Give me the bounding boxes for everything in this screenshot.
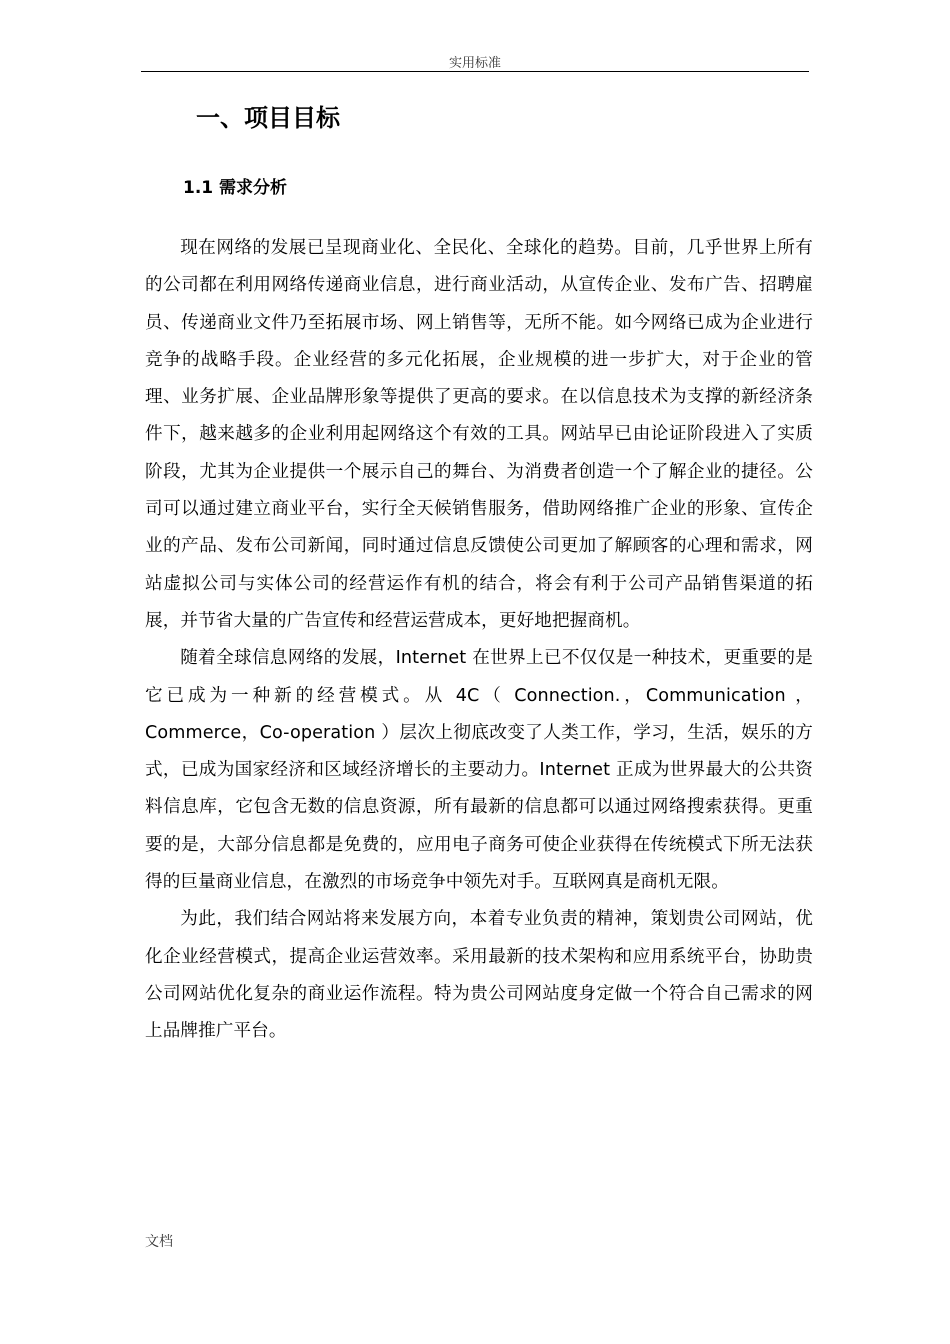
paragraph-2: 随着全球信息网络的发展，Internet 在世界上已不仅仅是一种技术，更重要的是它已成为一种新的经营模式。从 4C（ Connection.，Communication ，Commerce，Co-operation ）层次上彻底改变了人类工作，学习，生活，娱乐的方式，已成为国家经济和区域经济增长的主要动力。Internet 正成为世界最大的公共资料信息库，它包含无数的信息资源，所有最新的信息都可以通过网络搜索获得。更重要的是，大部分信息都是免费的，应用电子商务可使企业获得在传统模式下所无法获得的巨量商业信息，在激烈的市场竞争中领先对手。互联网真是商机无限。 <box>145 648 813 893</box>
paragraph-3: 为此，我们结合网站将来发展方向，本着专业负责的精神，策划贵公司网站，优化企业经营模式，提高企业运营效率。采用最新的技术架构和应用系统平台，协助贵公司网站优化复杂的商业运作流程。特为贵公司网站度身定做一个符合自己需求的网上品牌推广平台。 <box>145 909 813 1042</box>
page-header: 实用标准 <box>448 56 501 71</box>
page-footer: 文档 <box>145 1234 173 1250</box>
header-divider <box>141 71 809 72</box>
paragraph-1: 现在网络的发展已呈现商业化、全民化、全球化的趋势。目前，几乎世界上所有的公司都在利用网络传递商业信息，进行商业活动，从宣传企业、发布广告、招聘雇员、传递商业文件乃至拓展市场、网上销售等，无所不能。如今网络已成为企业进行竞争的战略手段。企业经营的多元化拓展，企业规模的进一步扩大，对于企业的管理、业务扩展、企业品牌形象等提供了更高的要求。在以信息技术为支撑的新经济条件下，越来越多的企业利用起网络这个有效的工具。网站早已由论证阶段进入了实质阶段，尤其为企业提供一个展示自己的舞台、为消费者创造一个了解企业的捷径。公司可以通过建立商业平台，实行全天候销售服务，借助网络推广企业的形象、宣传企业的产品、发布公司新闻，同时通过信息反馈使公司更加了解顾客的心理和需求，网站虚拟公司与实体公司的经营运作有机的结合，将会有利于公司产品销售渠道的拓展，并节省大量的广告宣传和经营运营成本，更好地把握商机。 <box>145 238 813 631</box>
section-title: 一、项目目标 <box>196 104 340 132</box>
body-text <box>145 230 813 1051</box>
subsection-title: 1.1 需求分析 <box>183 178 288 198</box>
